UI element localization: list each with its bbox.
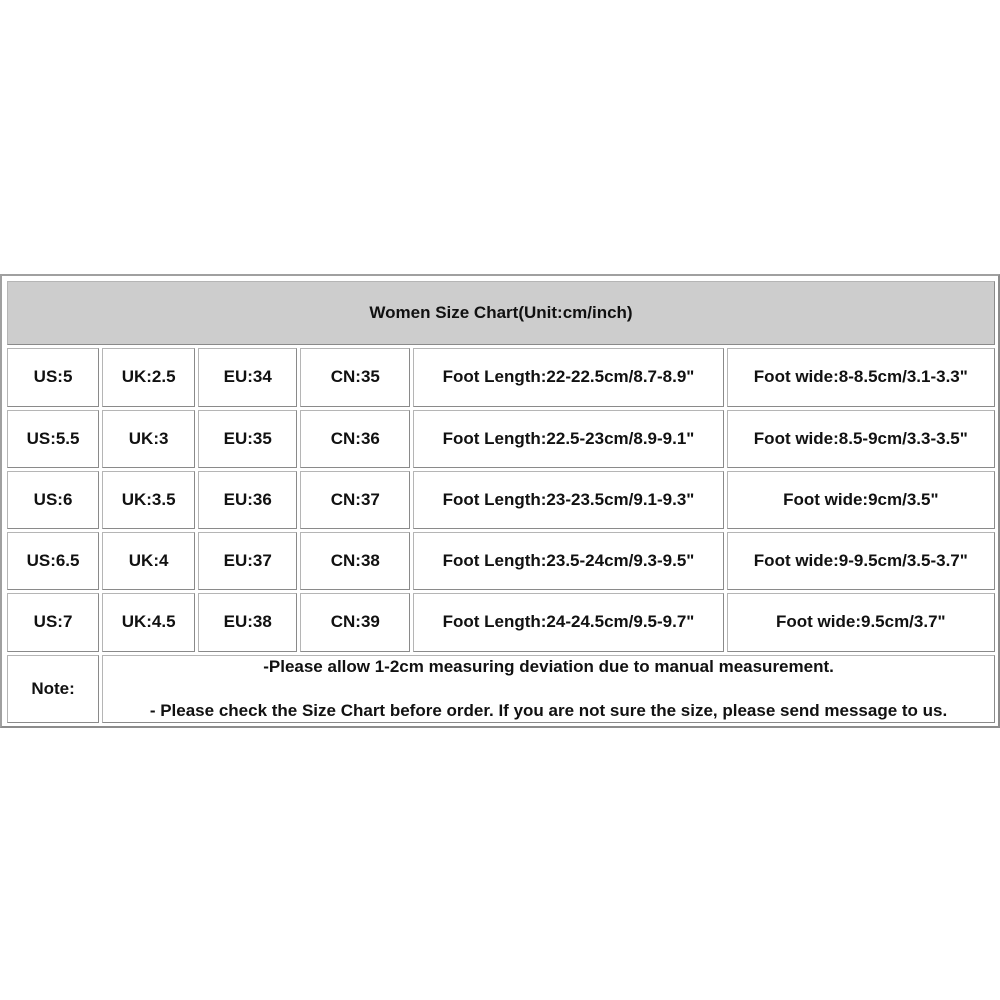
note-label: Note: bbox=[7, 655, 99, 723]
eu-size-cell: EU:37 bbox=[198, 532, 297, 590]
us-size-cell: US:5 bbox=[7, 348, 99, 406]
size-chart bbox=[0, 274, 1000, 728]
foot-length-cell: Foot Length:23.5-24cm/9.3-9.5" bbox=[413, 532, 723, 590]
cn-size-cell: CN:39 bbox=[300, 593, 410, 651]
cn-size-cell: CN:38 bbox=[300, 532, 410, 590]
uk-size-cell: UK:4 bbox=[102, 532, 195, 590]
table-row bbox=[7, 471, 995, 529]
size-table bbox=[4, 278, 998, 726]
cn-size-cell: CN:35 bbox=[300, 348, 410, 406]
note-line: - Please check the Size Chart before order. If you are not sure the size, please send message to us. bbox=[149, 700, 948, 720]
uk-size-cell: UK:3 bbox=[102, 410, 195, 468]
us-size-cell: US:7 bbox=[7, 593, 99, 651]
table-row bbox=[7, 593, 995, 651]
eu-size-cell: EU:38 bbox=[198, 593, 297, 651]
eu-size-cell: EU:35 bbox=[198, 410, 297, 468]
foot-width-cell: Foot wide:9cm/3.5" bbox=[727, 471, 995, 529]
chart-title: Women Size Chart(Unit:cm/inch) bbox=[7, 281, 995, 345]
foot-length-cell: Foot Length:24-24.5cm/9.5-9.7" bbox=[413, 593, 723, 651]
uk-size-cell: UK:4.5 bbox=[102, 593, 195, 651]
us-size-cell: US:5.5 bbox=[7, 410, 99, 468]
note-body bbox=[102, 655, 995, 723]
foot-width-cell: Foot wide:9-9.5cm/3.5-3.7" bbox=[727, 532, 995, 590]
table-row bbox=[7, 532, 995, 590]
foot-length-cell: Foot Length:23-23.5cm/9.1-9.3" bbox=[413, 471, 723, 529]
foot-length-cell: Foot Length:22-22.5cm/8.7-8.9" bbox=[413, 348, 723, 406]
us-size-cell: US:6.5 bbox=[7, 532, 99, 590]
table-row bbox=[7, 348, 995, 406]
uk-size-cell: UK:2.5 bbox=[102, 348, 195, 406]
us-size-cell: US:6 bbox=[7, 471, 99, 529]
cn-size-cell: CN:36 bbox=[300, 410, 410, 468]
foot-width-cell: Foot wide:8-8.5cm/3.1-3.3" bbox=[727, 348, 995, 406]
note-line: -Please allow 1-2cm measuring deviation due to manual measurement. bbox=[263, 656, 834, 676]
eu-size-cell: EU:36 bbox=[198, 471, 297, 529]
eu-size-cell: EU:34 bbox=[198, 348, 297, 406]
title-row bbox=[7, 281, 995, 345]
uk-size-cell: UK:3.5 bbox=[102, 471, 195, 529]
table-row bbox=[7, 410, 995, 468]
note-row bbox=[7, 655, 995, 723]
cn-size-cell: CN:37 bbox=[300, 471, 410, 529]
foot-length-cell: Foot Length:22.5-23cm/8.9-9.1" bbox=[413, 410, 723, 468]
foot-width-cell: Foot wide:8.5-9cm/3.3-3.5" bbox=[727, 410, 995, 468]
foot-width-cell: Foot wide:9.5cm/3.7" bbox=[727, 593, 995, 651]
